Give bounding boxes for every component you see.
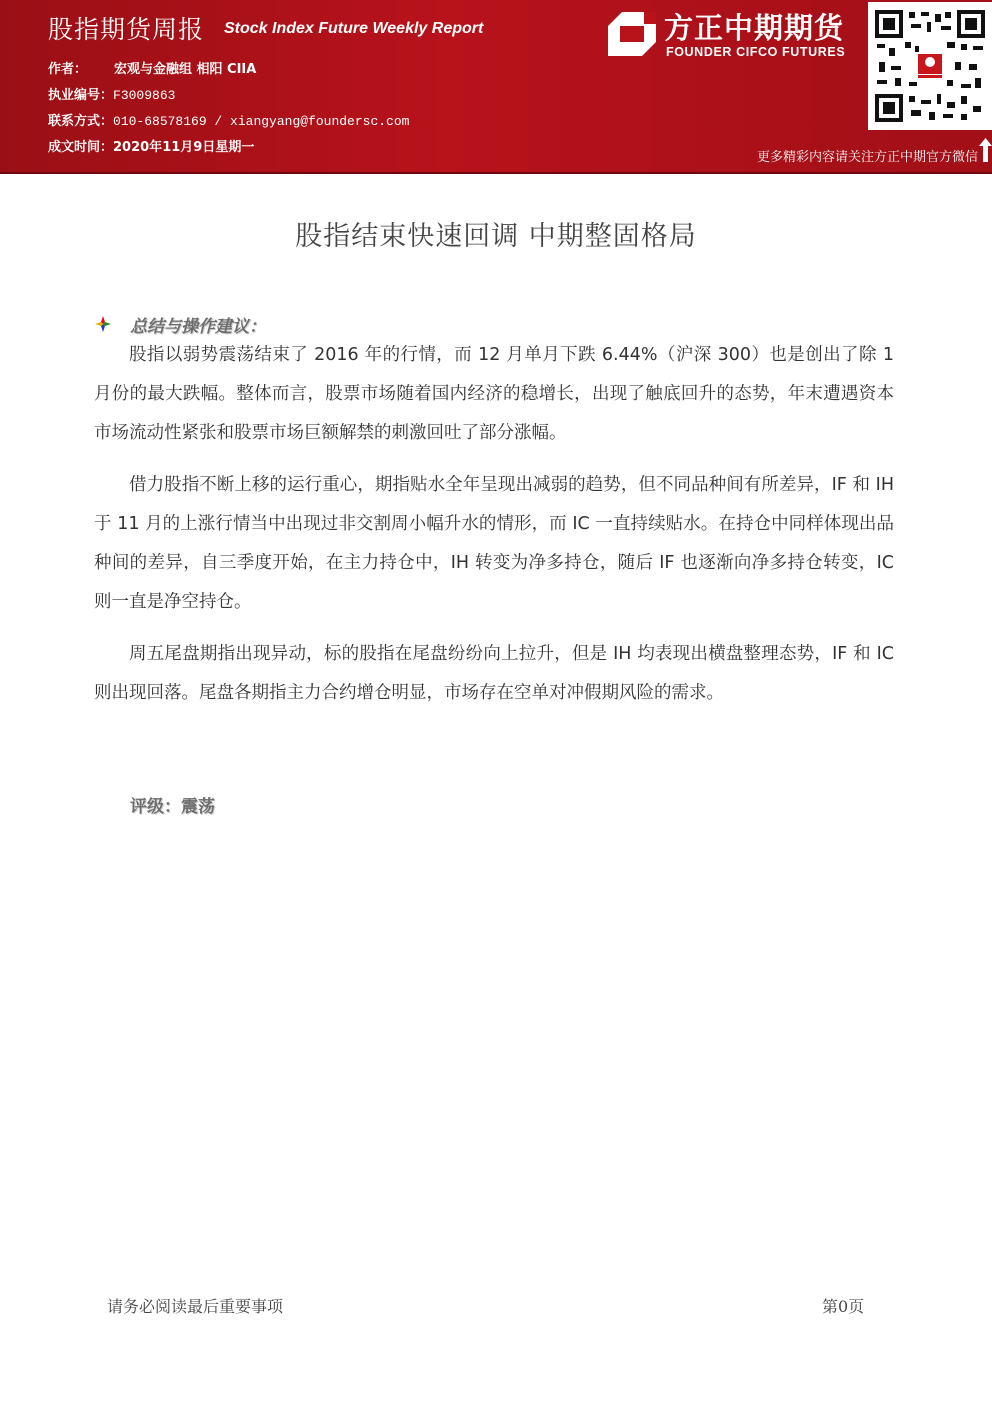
footer-note: 请务必阅读最后重要事项 — [107, 1297, 284, 1316]
author-row — [48, 58, 256, 77]
follow-wechat-text: 更多精彩内容请关注方正中期官方微信 — [756, 150, 978, 165]
logo-name-en: FOUNDER CIFCO FUTURES — [666, 45, 846, 59]
founder-logo-icon — [608, 12, 656, 56]
date-label: 成文时间： — [48, 140, 114, 155]
up-arrow-icon — [979, 138, 992, 162]
license-value: F3009863 — [113, 88, 176, 103]
logo-name-cn: 方正中期期货 — [664, 11, 845, 45]
header-divider — [0, 172, 992, 174]
paragraph-2: 借力股指不断上移的运行重心，期指贴水全年呈现出减弱的趋势，但不同品种间有所差异，IF 和 IH 于 11 月的上涨行情当中出现过非交割周小幅升水的情形，而 IC 一直持续贴水。在持仓中同样体现出品种间的差异，自三季度开始，在主力持仓中，IH 转变为净多持仓，随后 IF 也逐渐向净多持仓转变，IC 则一直是净空持仓。 — [94, 475, 894, 612]
rating: 评级：震荡 — [130, 797, 215, 817]
qr-code[interactable] — [868, 2, 992, 130]
report-title-cn: 股指期货周报 — [48, 15, 205, 44]
license-row — [48, 84, 175, 103]
date-value: 2020年11月9日星期一 — [113, 140, 255, 155]
section-heading — [94, 313, 266, 335]
report-title-en: Stock Index Future Weekly Report — [224, 20, 484, 37]
contact-label: 联系方式： — [48, 114, 114, 129]
contact-row — [48, 110, 409, 129]
paragraph-1: 股指以弱势震荡结束了 2016 年的行情，而 12 月单月下跌 6.44%（沪深 300）也是创出了除 1 月份的最大跌幅。整体而言，股票市场随着国内经济的稳增长，出现了触底回升的态势，年末遭遇资本市场流动性紧张和股票市场巨额解禁的刺激回吐了部分涨幅。 — [94, 345, 894, 443]
license-label: 执业编号： — [48, 88, 114, 103]
date-row — [48, 136, 254, 155]
author-value: 宏观与金融组 相阳 CIIA — [114, 62, 257, 77]
section-label: 总结与操作建议： — [130, 316, 266, 337]
contact-value: 010-68578169 / xiangyang@foundersc.com — [113, 114, 410, 129]
author-label: 作者： — [48, 62, 88, 77]
report-header — [0, 0, 992, 174]
paragraph-3: 周五尾盘期指出现异动，标的股指在尾盘纷纷向上拉升，但是 IH 均表现出横盘整理态势，IF 和 IC 则出现回落。尾盘各期指主力合约增仓明显，市场存在空单对冲假期风险的需求。 — [94, 644, 894, 703]
page-title: 股指结束快速回调 中期整固格局 — [295, 221, 697, 252]
qr-code-icon — [875, 10, 985, 122]
page-number: 第0页 — [822, 1297, 865, 1316]
diamond-bullet-icon — [94, 315, 112, 333]
